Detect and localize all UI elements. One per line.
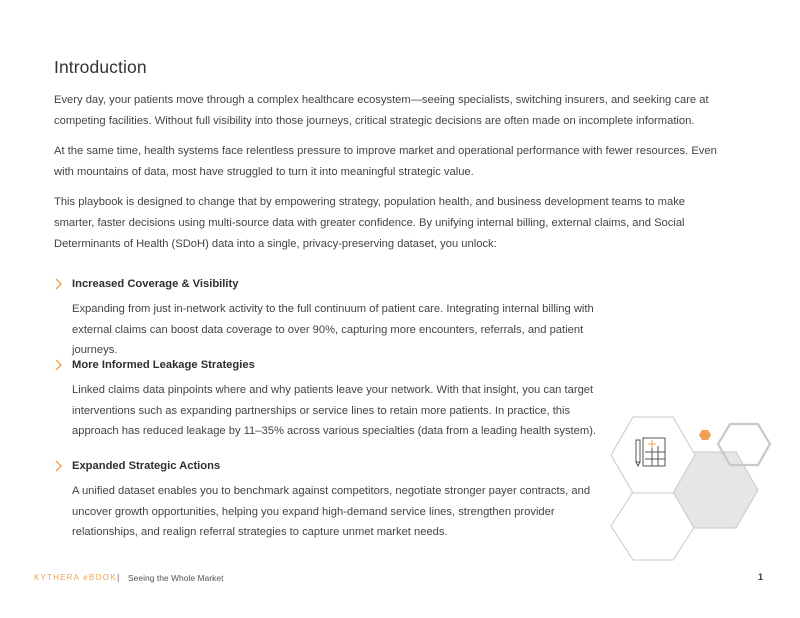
hexagon-illustration: [600, 410, 780, 570]
intro-paragraph-1: Every day, your patients move through a complex healthcare ecosystem—seeing specialists, switching insurers, and seeking care at competing facilities. Without full visibility into those journeys, critical strategic decisions are often made on incomplete information.: [54, 94, 709, 127]
footer-title: Seeing the Whole Market: [128, 573, 224, 583]
intro-paragraph-2: At the same time, health systems face relentless pressure to improve market and operational performance with fewer resources. Even with mountains of data, most have struggled to turn it into meaningful strategic value.: [54, 145, 717, 178]
bullet-body: Expanding from just in-network activity to the full continuum of patient care. Integrating internal billing with external claims can boost data coverage to over 90%, capturing more encounters, referrals, and patient journeys.: [72, 303, 594, 356]
hexagon-outline: [718, 424, 770, 465]
intro-paragraph-3: This playbook is designed to change that by empowering strategy, population health, and business development teams to make smarter, faster decisions using multi-source data with greater confidence. By unifying internal billing, external claims, and Social Determinants of Health (SDoH) data into a single, privacy-preserving dataset, you unlock:: [54, 196, 686, 250]
bullet-heading-strategic: [54, 459, 220, 473]
bullet-title: Expanded Strategic Actions: [72, 460, 221, 472]
bullet-body: Linked claims data pinpoints where and why patients leave your network. With that insight, you can target interventions such as expanding partnerships or service lines to retain more patients. In practice, this approach has reduced leakage by 11–35% across various specialties (data from a leading health system).: [72, 384, 597, 437]
bullet-heading-leakage: [54, 358, 255, 372]
chevron-right-icon: [54, 277, 72, 291]
chevron-right-icon: [54, 459, 72, 473]
bullet-heading-coverage: [54, 277, 238, 291]
hexagon-accent: [699, 430, 711, 440]
chevron-right-icon: [54, 358, 72, 372]
footer-brand-logo: KYTHERA eBOOK: [34, 573, 117, 582]
bullet-title: More Informed Leakage Strategies: [72, 359, 255, 371]
footer-separator: |: [117, 572, 120, 582]
page-number: 1: [758, 572, 764, 582]
bullet-title: Increased Coverage & Visibility: [72, 278, 239, 290]
bullet-body: A unified dataset enables you to benchmark against competitors, negotiate stronger payer contracts, and uncover growth opportunities, helping you expand high-demand service lines, strengthen provider relationships, and realign referral strategies to capture unmet market needs.: [72, 485, 591, 538]
page-title: Introduction: [54, 57, 147, 77]
